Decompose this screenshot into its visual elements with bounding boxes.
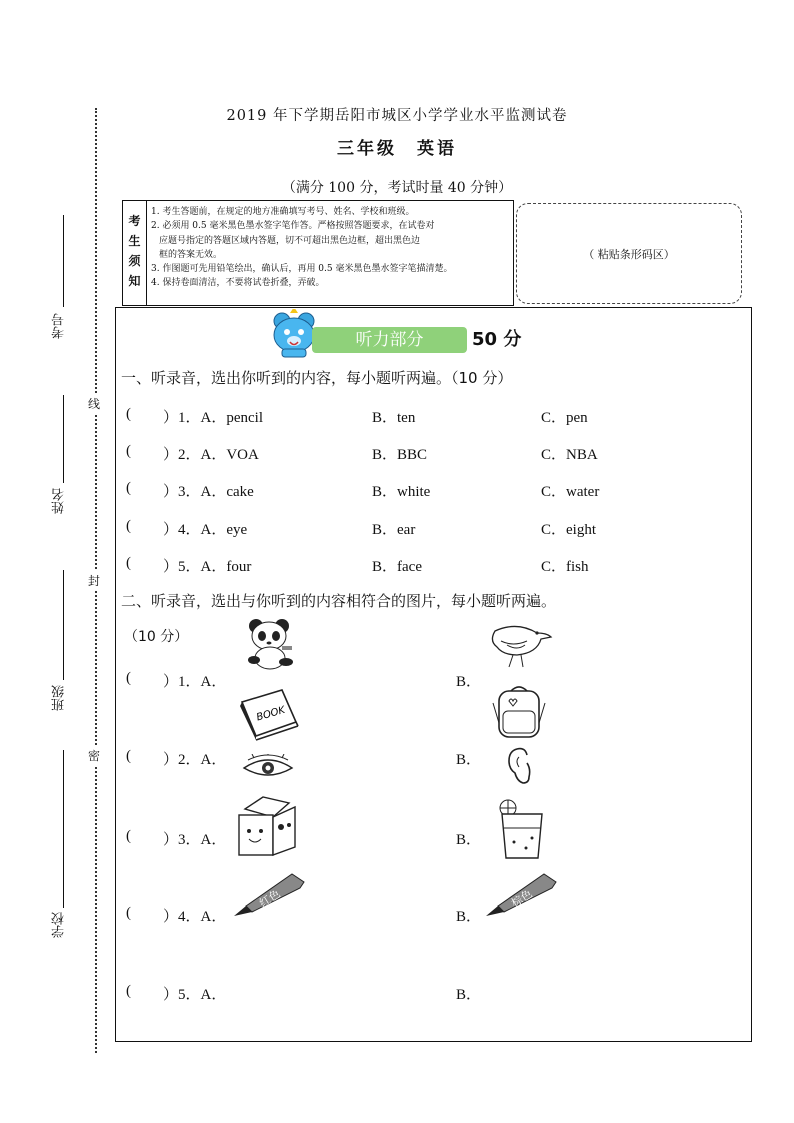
name-label: 姓名 (52, 488, 67, 514)
notice-item: 3. 作图题可先用铅笔绘出，确认后，再用 0.5 毫米黑色墨水签字笔描清楚。 (151, 264, 453, 275)
notice-item: 1. 考生答题前，在规定的地方准确填写考号、姓名、学校和班级。 (151, 207, 415, 217)
question-1-option-a: ）1．A．pencil (163, 410, 263, 426)
answer-paren[interactable]: ( (126, 443, 131, 459)
question-5-option-b-label: B． (456, 987, 482, 1003)
question-2-option-c: C．NBA (541, 447, 598, 463)
ear-icon (505, 745, 535, 787)
question-5-label: ）5．A． (163, 987, 227, 1003)
school-blank[interactable] (63, 750, 64, 908)
name-blank[interactable] (63, 395, 64, 483)
barcode-label: （ 粘贴条形码区） (583, 247, 675, 261)
question-4-option-c: C．eight (541, 522, 596, 538)
school-label: 学校 (52, 912, 67, 938)
listening-section-banner: 听力部分 (312, 327, 467, 353)
book-icon (236, 688, 300, 742)
answer-paren[interactable]: ( (126, 406, 131, 422)
class-label: 班级 (52, 685, 67, 711)
question-3-label: ）3．A． (163, 832, 227, 848)
panda-icon (240, 616, 300, 672)
exam-info: （满分 100 分，考试时量 40 分钟） (281, 180, 513, 196)
candidate-notice (122, 200, 514, 306)
question-2-option-b: B．BBC (372, 447, 428, 463)
section2-title: 二、听录音，选出与你听到的内容相符合的图片，每小题听两遍。 (121, 592, 557, 610)
answer-paren[interactable]: ( (126, 555, 131, 571)
question-1-label: ）1．A． (163, 674, 227, 690)
red-pencil-icon (230, 866, 310, 922)
notice-item: 2. 必须用 0.5 毫米黑色墨水签字笔作答。严格按照答题要求，在试卷对 (151, 221, 435, 232)
question-1-option-b: B．ten (372, 410, 416, 426)
answer-paren[interactable]: ( (126, 518, 131, 534)
question-5-option-c: C．fish (541, 559, 589, 575)
notice-item: 4. 保持卷面清洁，不要将试卷折叠，弄破。 (151, 278, 325, 289)
glass-of-water-icon (492, 798, 548, 864)
answer-paren[interactable]: ( (126, 983, 131, 999)
question-2-option-b-label: B． (456, 752, 482, 768)
bird-icon (487, 619, 553, 671)
notice-items (151, 205, 507, 291)
notice-heading: 考 生 须 知 (123, 201, 147, 305)
question-5-option-b: B．face (372, 559, 422, 575)
eye-icon (240, 754, 296, 782)
question-3-option-b: B．white (372, 484, 431, 500)
question-5-option-a: ）5．A．four (163, 559, 252, 575)
barcode-area[interactable] (516, 203, 742, 304)
book-cover-text: BOOK (255, 704, 287, 724)
exam-number-label: 考号 (52, 313, 67, 339)
question-2-label: ）2．A． (163, 752, 227, 768)
exam-title: 2019 年下学期岳阳市城区小学学业水平监测试卷 (226, 108, 568, 124)
question-3-option-a: ）3．A．cake (163, 484, 254, 500)
answer-paren[interactable]: ( (126, 670, 131, 686)
answer-paren[interactable]: ( (126, 905, 131, 921)
brown-pencil-label: 棕色 (509, 887, 535, 910)
question-1-option-b-label: B． (456, 674, 482, 690)
answer-paren[interactable]: ( (126, 480, 131, 496)
milk-carton-icon (233, 795, 301, 861)
question-4-option-b-label: B． (456, 909, 482, 925)
seal-char-line: 线 (88, 393, 100, 414)
notice-item: 应题号指定的答题区域内答题，切不可超出黑色边框，超出黑色边 (159, 235, 421, 246)
backpack-icon (489, 683, 549, 741)
exam-number-blank[interactable] (63, 215, 64, 307)
exam-subtitle: 三年级 英语 (337, 139, 457, 159)
seal-char-feng: 封 (88, 570, 100, 591)
question-4-option-a: ）4．A．eye (163, 522, 248, 538)
seal-char-mi: 密 (88, 745, 100, 766)
question-3-option-b-label: B． (456, 832, 482, 848)
question-4-label: ）4．A． (163, 909, 227, 925)
question-4-option-b: B．ear (372, 522, 416, 538)
red-pencil-label: 红色 (257, 887, 283, 910)
section2-score: （10 分） (124, 629, 189, 645)
question-1-option-c: C．pen (541, 410, 588, 426)
class-blank[interactable] (63, 570, 64, 680)
notice-item: 框的答案无效。 (159, 249, 223, 260)
answer-paren[interactable]: ( (126, 828, 131, 844)
brown-pencil-icon (482, 866, 562, 922)
section1-title: 一、听录音，选出你听到的内容，每小题听两遍。（10 分） (121, 369, 513, 387)
listening-score: 50 分 (472, 329, 522, 350)
question-2-option-a: ）2．A．VOA (163, 447, 259, 463)
question-3-option-c: C．water (541, 484, 600, 500)
answer-paren[interactable]: ( (126, 748, 131, 764)
